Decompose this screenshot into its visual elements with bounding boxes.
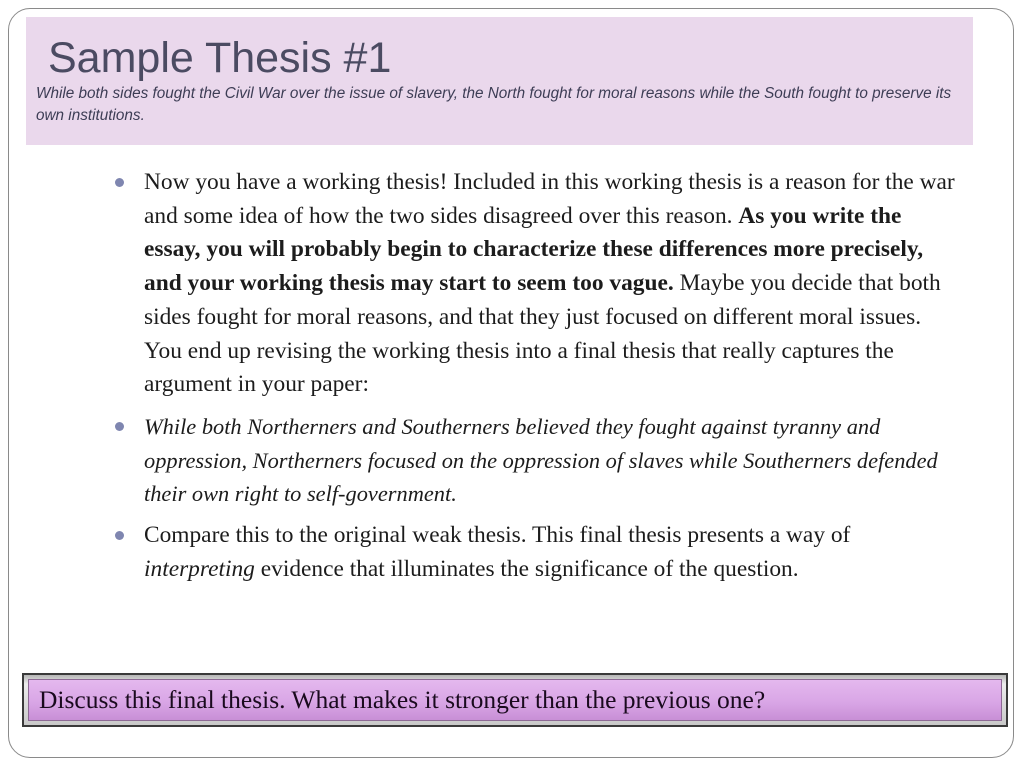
discussion-banner	[22, 673, 1008, 727]
final-thesis-text: While both Northerners and Southerners believed they fought against tyranny and oppression, Northerners focused on the oppression of slaves while Southerners defended their own right to self-government.	[144, 413, 938, 507]
title-banner	[26, 17, 973, 145]
bullet-list	[112, 166, 962, 586]
slide-title: Sample Thesis #1	[48, 34, 392, 82]
bullet-text-continued: evidence that illuminates the significance of the question.	[254, 555, 799, 582]
bullet-icon	[115, 531, 124, 540]
bullet-item-compare	[112, 519, 962, 586]
bullet-item-working-thesis	[112, 166, 962, 402]
bullet-bold-text: As you write the essay, you will probably begin to characterize these differences more precisely, and your working thesis may start to seem too vague.	[144, 202, 924, 297]
bullet-emphasis-text: interpreting	[144, 555, 255, 582]
slide-subtitle: While both sides fought the Civil War over the issue of slavery, the North fought for moral reasons while the South fought to preserve its own institutions.	[36, 85, 952, 124]
bullet-icon	[115, 422, 124, 431]
discussion-prompt: Discuss this final thesis. What makes it stronger than the previous one?	[28, 679, 1002, 721]
bullet-item-final-thesis	[112, 410, 962, 511]
bullet-icon	[115, 178, 124, 187]
slide-content	[112, 166, 962, 594]
bullet-text: Now you have a working thesis! Included in this working thesis is a reason for the war and some idea of how the two sides disagreed over this reason.	[144, 169, 955, 229]
bullet-text: Compare this to the original weak thesis. This final thesis presents a way of	[144, 522, 851, 549]
bullet-text-continued: Maybe you decide that both sides fought for moral reasons, and that they just focused on different moral issues. You end up revising the working thesis into a final thesis that really captures the argument in your paper:	[144, 270, 941, 398]
